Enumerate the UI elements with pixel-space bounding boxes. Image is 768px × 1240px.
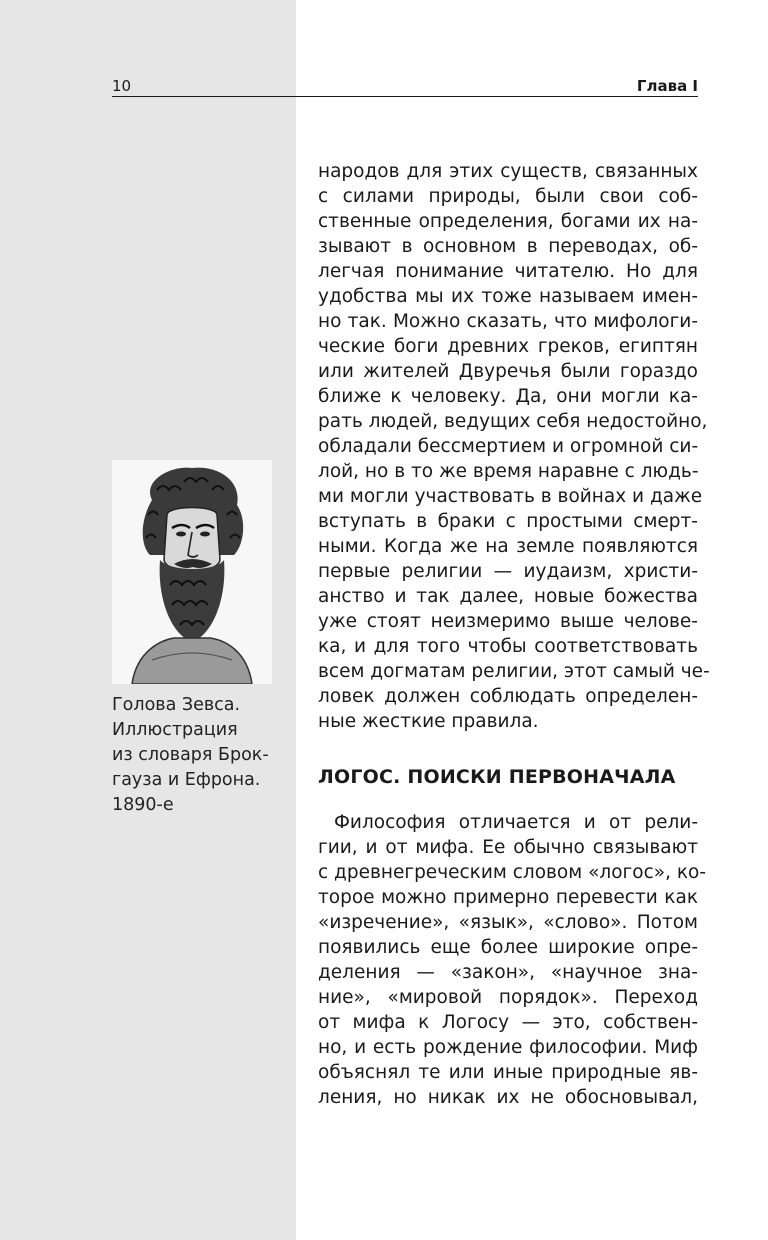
text-line: анство и так далее, новые божества: [318, 586, 698, 607]
text-line: лой, но в то же время наравне с людь-: [318, 461, 699, 482]
text-line: появились еще более широкие опре-: [318, 937, 698, 958]
text-line: зывают в основном в переводах, об-: [318, 236, 698, 257]
text-line: или жителей Двуречья были гораздо: [318, 361, 698, 382]
text-line: ка, и для того чтобы соответствовать: [318, 636, 698, 657]
running-head-chapter: Глава I: [636, 77, 698, 95]
text-line: ми могли участвовать в войнах и даже: [318, 486, 703, 507]
text-line: ными. Когда же на земле появляются: [318, 536, 698, 557]
zeus-head-illustration: [112, 460, 272, 684]
text-line: ближе к человеку. Да, они могли ка-: [318, 386, 698, 407]
text-line: но так. Можно сказать, что мифологи-: [318, 311, 698, 332]
text-line: обладали бессмертием и огромной си-: [318, 436, 699, 457]
text-line: гии, и от мифа. Ее обычно связывают: [318, 837, 698, 858]
section-heading: ЛОГОС. ПОИСКИ ПЕРВОНАЧАЛА: [318, 766, 676, 788]
text-line: рать людей, ведущих себя недостойно,: [318, 411, 708, 432]
text-line: вступать в браки с простыми смерт-: [318, 511, 698, 532]
caption-line: Иллюстрация: [112, 720, 238, 740]
text-line: ления, но никак их не обосновывал,: [318, 1087, 698, 1108]
caption-line: из словаря Брок-: [112, 745, 269, 765]
text-line: объяснял те или иные природные яв-: [318, 1062, 698, 1083]
text-line: «изречение», «язык», «слово». Потом: [318, 912, 698, 933]
text-line: ственные определения, богами их на-: [318, 211, 698, 232]
text-line: всем догматам религии, этот самый че-: [318, 661, 710, 682]
paragraph-1: [318, 159, 710, 734]
text-line: Философия отличается и от рели-: [334, 812, 698, 833]
text-line: деления — «закон», «научное зна-: [318, 962, 698, 983]
text-line: народов для этих существ, связанных: [318, 161, 698, 182]
caption-line: 1890-е: [112, 795, 174, 815]
paragraph-2: [318, 810, 707, 1110]
page-number: 10: [112, 77, 132, 95]
text-line: легчая понимание читателю. Но для: [318, 261, 698, 282]
text-line: торое можно примерно перевести как: [318, 887, 698, 908]
caption-line: гауза и Ефрона.: [112, 770, 261, 790]
text-line: уже стоят неизмеримо выше челове-: [318, 611, 698, 632]
text-line: первые религии — иудаизм, христи-: [318, 561, 698, 582]
text-line: но, и есть рождение философии. Миф: [318, 1037, 698, 1058]
figure-caption: [112, 693, 287, 818]
text-line: ловек должен соблюдать определен-: [318, 686, 698, 707]
header-rule: [112, 96, 698, 97]
text-line: с древнегреческим словом «логос», ко-: [318, 862, 707, 883]
text-line: ные жесткие правила.: [318, 711, 539, 732]
text-line: ние», «мировой порядок». Переход: [318, 987, 698, 1008]
caption-line: Голова Зевса.: [112, 695, 241, 715]
text-line: ческие боги древних греков, египтян: [318, 336, 698, 357]
text-line: с силами природы, были свои соб-: [318, 186, 698, 207]
text-line: от мифа к Логосу — это, собствен-: [318, 1012, 698, 1033]
text-line: удобства мы их тоже называем имен-: [318, 286, 698, 307]
